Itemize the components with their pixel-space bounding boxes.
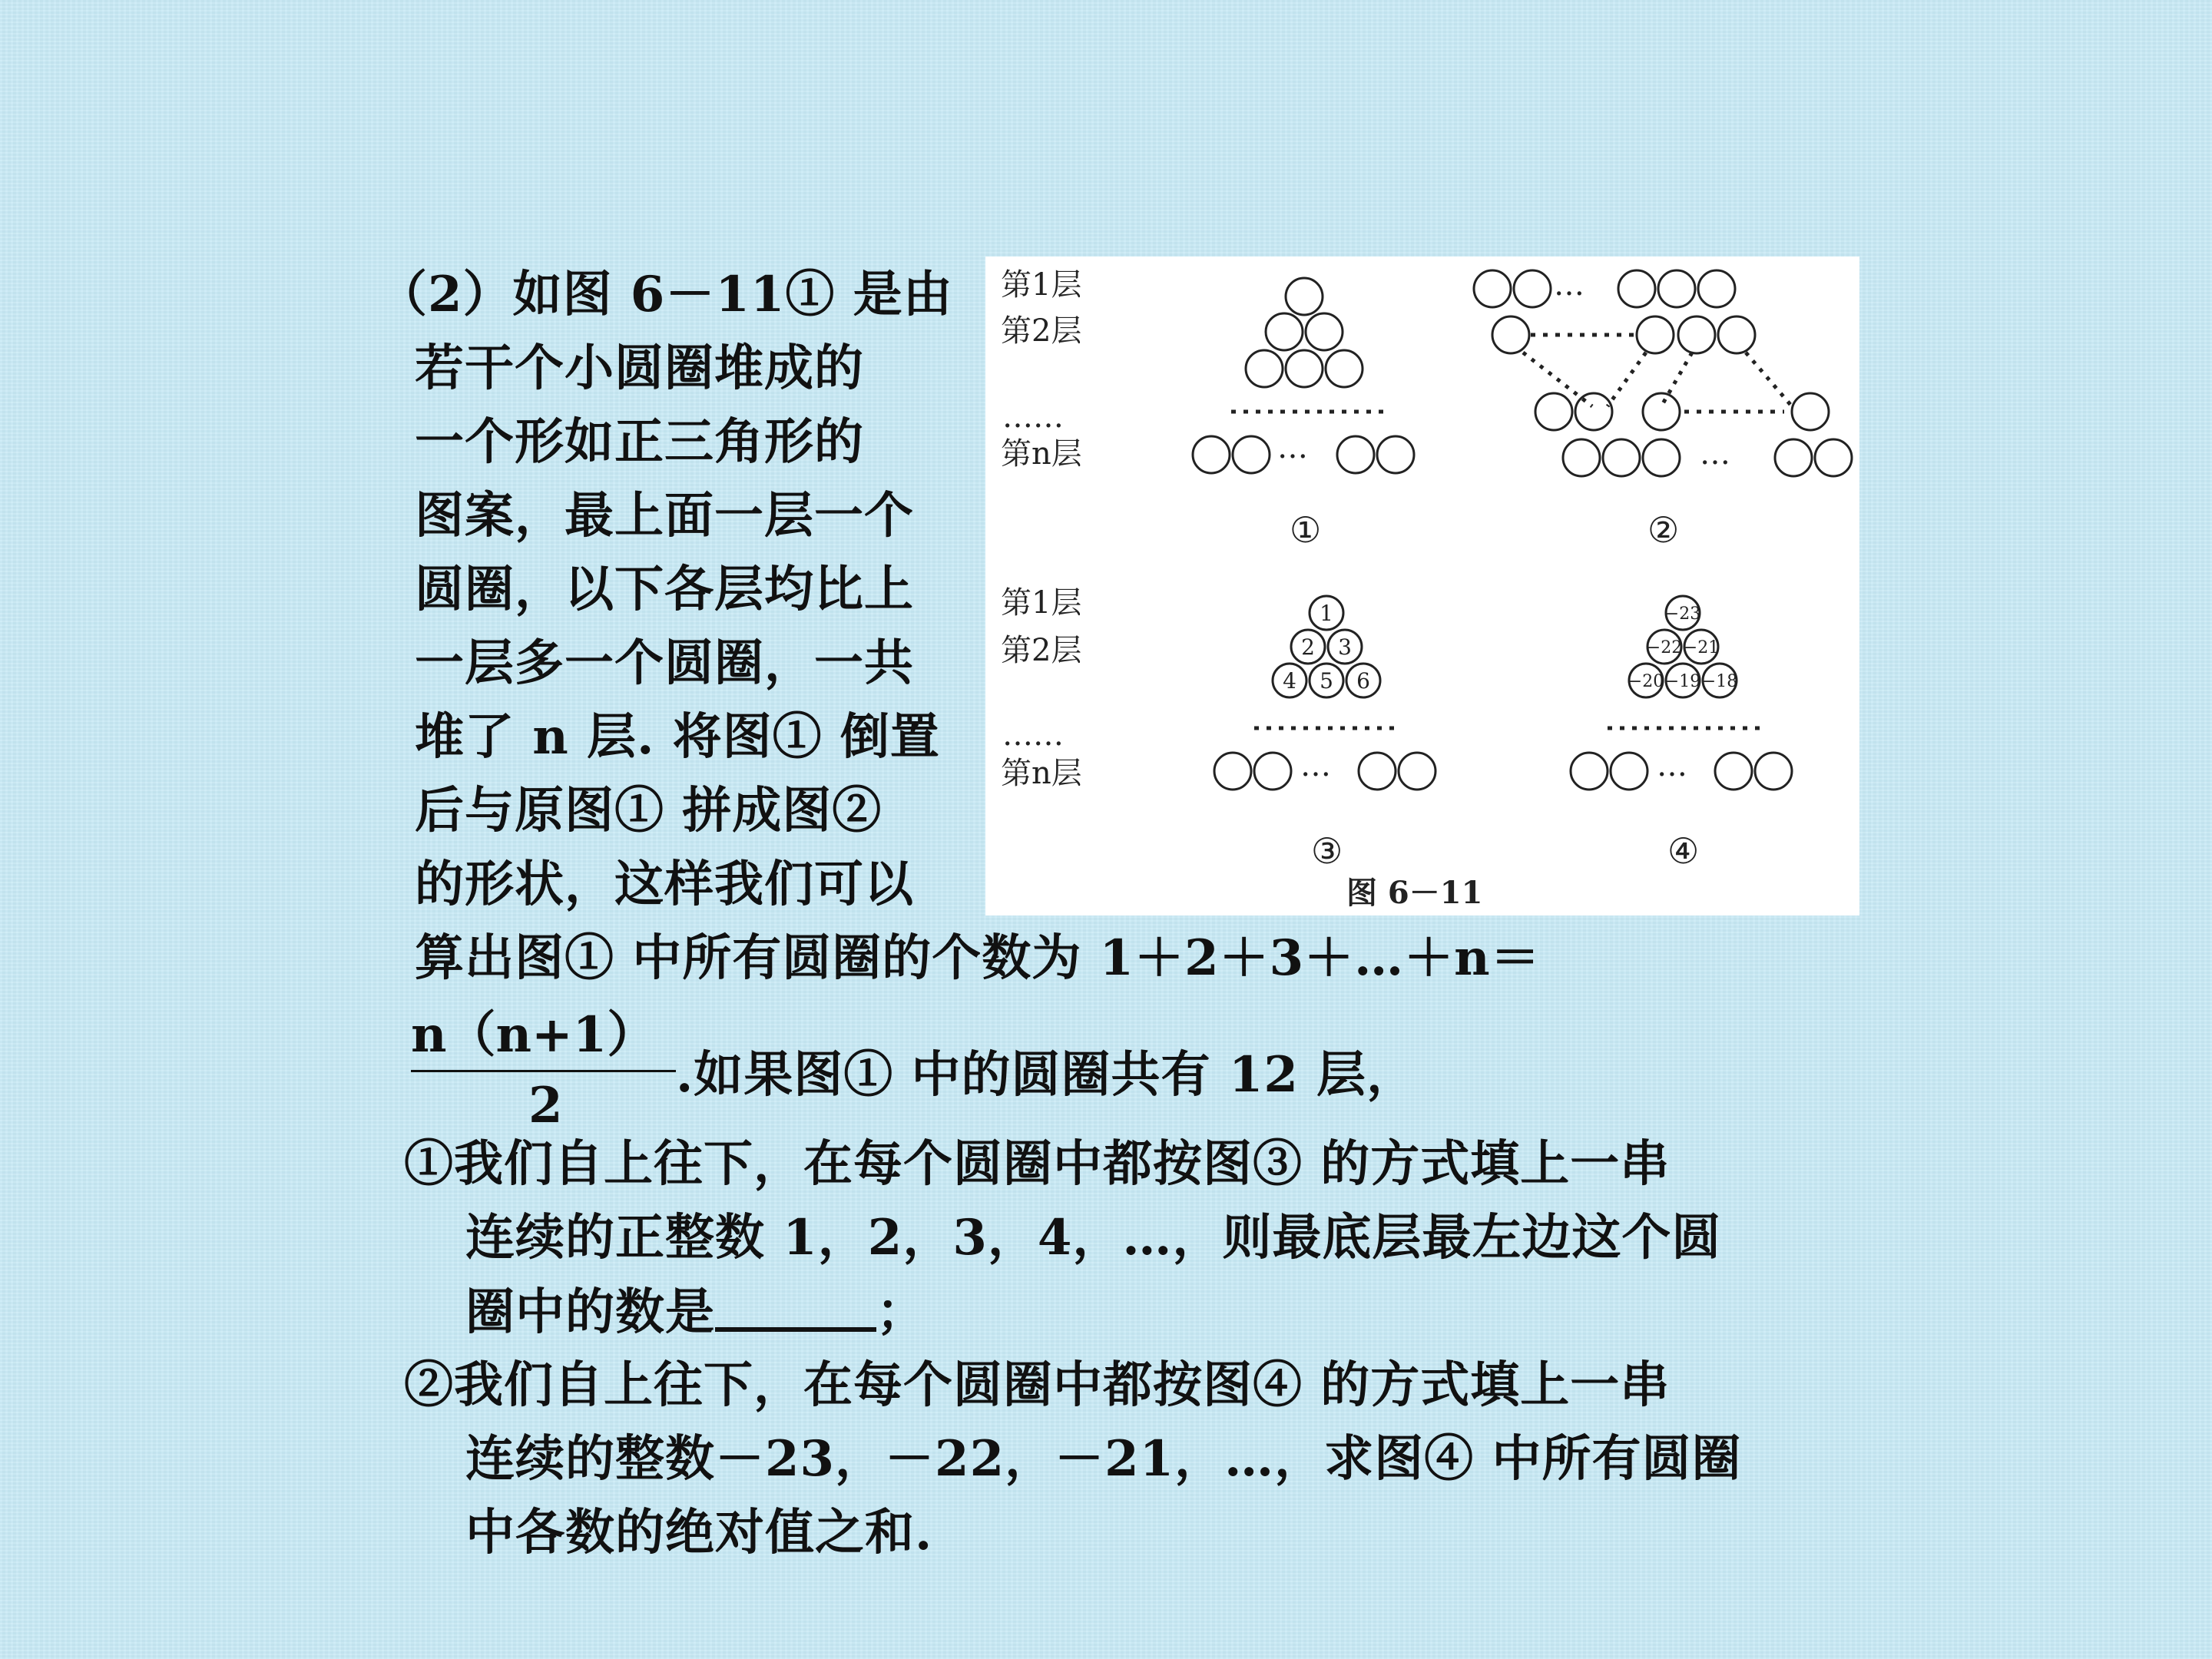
fraction-denominator: 2 — [528, 1077, 563, 1134]
fig3-layer2-label: 第2层 — [1001, 633, 1082, 668]
question-1-text: 圈中的数是 — [465, 1283, 715, 1341]
fig3-number: 2 — [1301, 634, 1315, 660]
intro-line-6: 一层多一个圆圈，一共 — [415, 634, 914, 692]
fig4-row-ellipsis: … — [1657, 748, 1687, 783]
fig4-number: −19 — [1664, 672, 1701, 691]
intro-line-3: 一个形如正三角形的 — [415, 413, 864, 471]
intro-line-2: 若干个小圆圈堆成的 — [415, 339, 864, 397]
intro-line-9: 的形状，这样我们可以 — [415, 856, 914, 913]
fig1-row-ellipsis: … — [1277, 430, 1308, 465]
question-2-line-2: 连续的整数－23，－22，－21，…，求图④ 中所有圆圈 — [465, 1430, 1742, 1488]
fig1-layer1-label: 第1层 — [1001, 267, 1082, 303]
question-1-line-1: ①我们自上往下，在每个圆圈中都按图③ 的方式填上一串 — [404, 1135, 1671, 1193]
fig1-label: ① — [1290, 509, 1322, 551]
fig3-number: 5 — [1320, 668, 1333, 694]
fig2-parallelogram — [1474, 270, 1852, 476]
fig4-number: −20 — [1628, 672, 1664, 691]
intro-line-5: 圆圈，以下各层均比上 — [415, 561, 914, 618]
fig4-number: −22 — [1646, 638, 1683, 657]
after-fraction-text: .如果图① 中的圆圈共有 12 层， — [676, 1046, 1417, 1104]
question-2-line-3: 中各数的绝对值之和. — [465, 1504, 933, 1561]
fig2-label: ② — [1647, 509, 1680, 551]
fig1-layer2-label: 第2层 — [1001, 313, 1082, 349]
fig3-row-ellipsis: … — [1300, 748, 1331, 783]
question-1-line-3 — [465, 1281, 926, 1343]
fig3-layer1-label: 第1层 — [1001, 585, 1082, 621]
fig1-ellipsis-label: …… — [1002, 399, 1064, 435]
fig2-top-ellipsis: … — [1554, 267, 1584, 303]
intro-line-4: 图案，最上面一层一个 — [415, 487, 914, 545]
figure-caption: 图 6－11 — [1346, 875, 1483, 911]
fig4-label: ④ — [1667, 830, 1700, 872]
intro-line-7: 堆了 n 层. 将图① 倒置 — [415, 708, 940, 766]
formula-line: 算出图① 中所有圆圈的个数为 1＋2＋3＋…＋n＝ — [415, 929, 1541, 987]
fraction-numerator: n（n+1） — [411, 1006, 657, 1064]
fig3-label: ③ — [1311, 830, 1343, 872]
fig3-numbers — [1283, 601, 1370, 694]
question-2-line-1: ②我们自上往下，在每个圆圈中都按图④ 的方式填上一串 — [404, 1356, 1671, 1414]
fig3-number: 3 — [1338, 634, 1352, 660]
question-1-end: ； — [876, 1283, 926, 1341]
fraction-bar — [411, 1070, 676, 1072]
fig4-number: −21 — [1683, 638, 1720, 657]
fig3-layern-label: 第n层 — [1001, 756, 1082, 791]
fig4-numbers — [1628, 604, 1737, 691]
figure-6-11 — [985, 257, 1859, 916]
fig1-layern-label: 第n层 — [1001, 436, 1082, 472]
fig3-number: 4 — [1283, 668, 1296, 694]
intro-line-8: 后与原图① 拼成图② — [415, 782, 882, 839]
fig2-bottom-ellipsis: … — [1700, 436, 1730, 472]
question-1-line-2: 连续的正整数 1，2，3，4，…，则最底层最左边这个圆 — [465, 1209, 1722, 1267]
fig3-ellipsis-label: …… — [1002, 717, 1064, 753]
fig4-number: −23 — [1664, 604, 1701, 624]
fig3-number: 1 — [1320, 601, 1333, 626]
fig3-number: 6 — [1356, 668, 1370, 694]
figure-drawing — [985, 257, 1859, 916]
answer-blank[interactable] — [715, 1281, 876, 1332]
intro-line-1: （2）如图 6－11① 是由 — [378, 266, 953, 323]
fig4-number: −18 — [1701, 672, 1738, 691]
